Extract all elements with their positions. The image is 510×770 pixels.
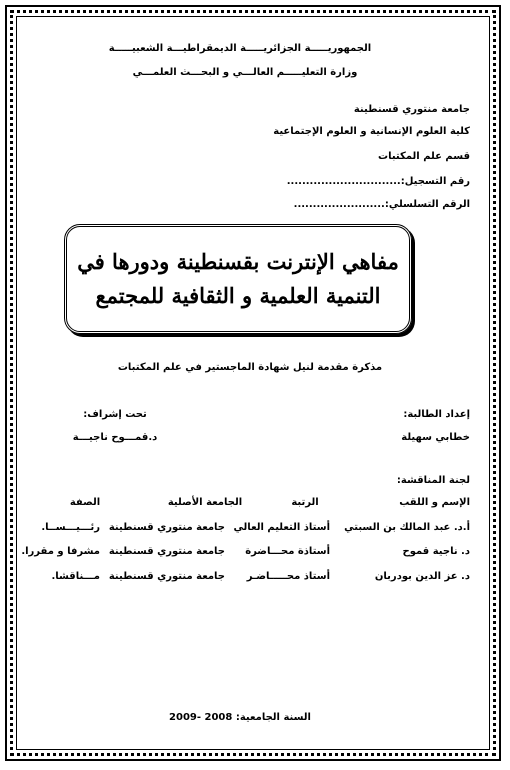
committee-member-university: جامعة منتوري قسنطينة [108,546,225,557]
thesis-subtitle: مذكرة مقدمة لنيل شهادة الماجستير في علم المكتبات [117,362,383,373]
committee-member-rank: أستاذة محـــاضرة [245,546,330,557]
supervisor-name: د.قمـــوح ناجيـــة [72,432,158,443]
committee-member-role: مـــناقشا. [51,571,100,582]
committee-member-name: أ.د. عبد المالك بن السبتي [344,522,470,533]
registration-number: رقم التسجيل:.............................. [286,176,470,187]
committee-member-role: مشرفا و مقررا. [21,546,100,557]
committee-header-university: الجامعة الأصلية [167,497,243,508]
thesis-title-line-2: التنمية العلمية و الثقافية للمجتمع [95,283,381,308]
department-name: قسم علم المكتبات [378,151,470,162]
committee-header-name: الإسم و اللقب [399,497,470,508]
faculty-name: كلية العلوم الإنسانية و العلوم الإجتماعية [273,126,470,137]
committee-member-university: جامعة منتوري قسنطينة [108,571,225,582]
committee-member-rank: أستاذ محـــــاضـر [246,571,330,582]
committee-header-role: الصفة [69,497,101,508]
student-name: خطابي سهيلة [401,432,470,443]
committee-label: لجنة المناقشة: [396,475,470,486]
republic-name: الجمهوريـــــة الجزائريـــــة الديمقراطيـــة الشعبيـــــة [108,43,372,54]
student-label: إعداد الطالبة: [403,409,470,420]
university-name: جامعة منتوري قسنطينة [353,104,470,115]
academic-year: السنة الجامعية: 2008 -2009 [169,712,311,723]
serial-number: الرقم التسلسلي:........................ [293,199,470,210]
committee-member-role: رئـــيـــســا. [41,522,100,533]
committee-header-rank: الرتبة [291,497,319,508]
thesis-title-line-1: مفاهي الإنترنت بقسنطينة ودورها في [77,249,399,274]
committee-member-name: د. عز الدين بودربان [374,571,470,582]
committee-member-rank: أستاذ التعليم العالي [233,522,330,533]
committee-member-university: جامعة منتوري قسنطينة [108,522,225,533]
ministry-name: وزارة التعليـــــم العالـــي و البحـــث العلمـــي [132,67,358,78]
supervisor-label: تحت إشراف: [83,409,147,420]
thesis-title-box [64,224,412,334]
committee-member-name: د. ناجية قموح [402,546,470,557]
